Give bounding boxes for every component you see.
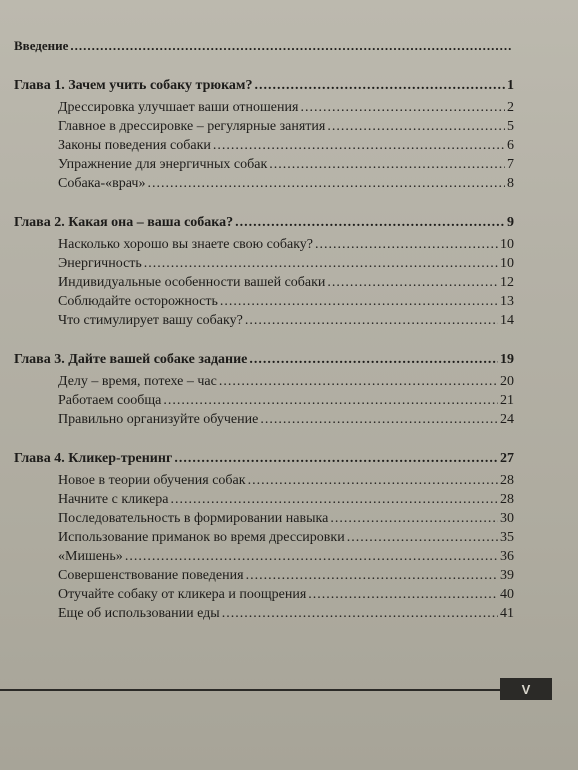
section-title: Последовательность в формировании навыка (58, 511, 329, 526)
dot-leader (269, 157, 505, 173)
section-spacer (14, 332, 514, 352)
section-title: «Мишень» (58, 549, 123, 564)
section-title: Начните с кликера (58, 492, 169, 507)
section-title: Насколько хорошо вы знаете свою собаку? (58, 237, 314, 252)
chapter-title: Глава 1. Зачем учить собаку трюкам? (14, 78, 253, 93)
section-title: Индивидуальные особенности вашей собаки (58, 275, 326, 290)
section-page-number: 13 (500, 294, 514, 309)
dot-leader (222, 606, 498, 622)
section-title: Дрессировка улучшает ваши отношения (58, 100, 299, 115)
section-spacer (14, 58, 514, 78)
chapter-title: Глава 4. Кликер-тренинг (14, 451, 173, 466)
toc-section-entry[interactable] (14, 374, 514, 393)
section-page-number: 30 (500, 511, 514, 526)
section-page-number: 20 (500, 374, 514, 389)
dot-leader (220, 294, 498, 310)
dot-leader (330, 511, 498, 527)
toc-chapter-entry[interactable] (14, 451, 514, 473)
toc-section-entry[interactable] (14, 549, 514, 568)
dot-leader (174, 451, 498, 467)
toc-section-entry[interactable] (14, 492, 514, 511)
section-page-number: 40 (500, 587, 514, 602)
toc-section-entry[interactable] (14, 393, 514, 412)
dot-leader (327, 119, 505, 135)
toc-section-entry[interactable] (14, 473, 514, 492)
toc-section-entry[interactable] (14, 606, 514, 625)
dot-leader (171, 492, 499, 508)
section-page-number: 8 (507, 176, 514, 191)
toc-section-entry[interactable] (14, 294, 514, 313)
dot-leader (308, 587, 498, 603)
page-number-badge: V (500, 678, 552, 700)
section-page-number: 12 (500, 275, 514, 290)
toc-chapter-entry[interactable] (14, 215, 514, 237)
section-page-number: 14 (500, 313, 514, 328)
dot-leader (144, 256, 498, 272)
toc-intro-title: Введение (14, 38, 69, 53)
dot-leader (246, 568, 498, 584)
toc-section-entry[interactable] (14, 511, 514, 530)
section-page-number: 2 (507, 100, 514, 115)
section-title: Работаем сообща (58, 393, 162, 408)
section-page-number: 41 (500, 606, 514, 621)
section-page-number: 10 (500, 237, 514, 252)
dot-leader (219, 374, 498, 390)
toc-intro-entry[interactable] (14, 38, 514, 58)
toc-section-entry[interactable] (14, 412, 514, 431)
section-page-number: 36 (500, 549, 514, 564)
footer-rule (0, 689, 500, 691)
section-title: Собака-«врач» (58, 176, 146, 191)
toc-section-entry[interactable] (14, 313, 514, 332)
section-title: Главное в дрессировке – регулярные занятия (58, 119, 326, 134)
chapter-page-number: 1 (507, 78, 514, 93)
dot-leader (300, 100, 505, 116)
dot-leader (315, 237, 498, 253)
dot-leader (235, 215, 505, 231)
toc-section-entry[interactable] (14, 100, 514, 119)
chapter-title: Глава 2. Какая она – ваша собака? (14, 215, 234, 230)
toc-section-entry[interactable] (14, 256, 514, 275)
section-title: Использование приманок во время дрессировки (58, 530, 345, 545)
dot-leader (347, 530, 498, 546)
toc-section-entry[interactable] (14, 530, 514, 549)
dot-leader (249, 352, 498, 368)
dot-leader (147, 176, 505, 192)
section-title: Энергичность (58, 256, 142, 271)
toc-section-entry[interactable] (14, 275, 514, 294)
dot-leader (245, 313, 498, 329)
section-title: Делу – время, потехе – час (58, 374, 217, 389)
toc-section-entry[interactable] (14, 138, 514, 157)
table-of-contents (14, 38, 514, 625)
toc-section-entry[interactable] (14, 587, 514, 606)
toc-chapter-entry[interactable] (14, 352, 514, 374)
toc-section-entry[interactable] (14, 237, 514, 256)
section-page-number: 39 (500, 568, 514, 583)
toc-section-entry[interactable] (14, 176, 514, 195)
section-page-number: 10 (500, 256, 514, 271)
section-page-number: 28 (500, 492, 514, 507)
chapter-page-number: 9 (507, 215, 514, 230)
section-page-number: 24 (500, 412, 514, 427)
section-title: Новое в теории обучения собак (58, 473, 246, 488)
section-page-number: 21 (500, 393, 514, 408)
section-spacer (14, 431, 514, 451)
section-title: Правильно организуйте обучение (58, 412, 259, 427)
section-title: Что стимулирует вашу собаку? (58, 313, 243, 328)
dot-leader (248, 473, 498, 489)
toc-section-entry[interactable] (14, 157, 514, 176)
toc-section-entry[interactable] (14, 119, 514, 138)
chapter-page-number: 19 (500, 352, 514, 367)
dot-leader (163, 393, 498, 409)
section-spacer (14, 195, 514, 215)
section-title: Еще об использовании еды (58, 606, 220, 621)
toc-chapter-entry[interactable] (14, 78, 514, 100)
section-page-number: 28 (500, 473, 514, 488)
chapter-page-number: 27 (500, 451, 514, 466)
section-title: Законы поведения собаки (58, 138, 211, 153)
dot-leader (254, 78, 505, 94)
section-title: Упражнение для энергичных собак (58, 157, 268, 172)
section-title: Совершенствование поведения (58, 568, 244, 583)
toc-section-entry[interactable] (14, 568, 514, 587)
dot-leader (213, 138, 505, 154)
section-title: Отучайте собаку от кликера и поощрения (58, 587, 307, 602)
dot-leader (125, 549, 498, 565)
section-title: Соблюдайте осторожность (58, 294, 218, 309)
chapter-title: Глава 3. Дайте вашей собаке задание (14, 352, 248, 367)
section-page-number: 5 (507, 119, 514, 134)
dot-leader (327, 275, 498, 291)
section-page-number: 6 (507, 138, 514, 153)
section-page-number: 7 (507, 157, 514, 172)
section-page-number: 35 (500, 530, 514, 545)
dot-leader (260, 412, 498, 428)
dot-leader (70, 38, 512, 54)
